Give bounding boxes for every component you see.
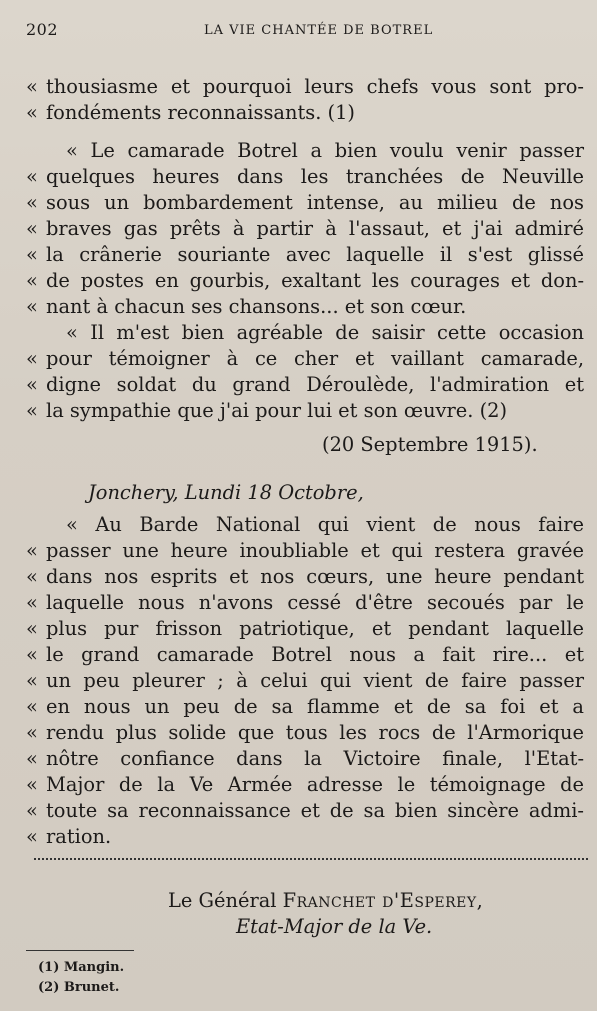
- page-number: 202: [26, 20, 59, 39]
- line-text: toute sa reconnaissance et de sa bien sincère admi-: [46, 799, 584, 822]
- running-title: LA VIE CHANTÉE DE BOTREL: [204, 23, 434, 38]
- text-line: [26, 74, 584, 100]
- text-line: [26, 242, 584, 268]
- text-line: [26, 720, 584, 746]
- text-line: [26, 564, 584, 590]
- quote-mark: «: [26, 373, 38, 396]
- text-line: [26, 398, 507, 424]
- line-text: thousiasme et pourquoi leurs chefs vous sont pro-: [46, 75, 584, 98]
- text-line: [26, 538, 584, 564]
- text-line: [26, 746, 584, 772]
- text-line: [26, 216, 584, 242]
- text-line: [26, 190, 584, 216]
- line-text: Jonchery, Lundi 18 Octobre,: [88, 481, 364, 504]
- text-line: [66, 320, 584, 346]
- quote-mark: «: [26, 669, 38, 692]
- text-line: [26, 100, 355, 126]
- dateline: [88, 480, 364, 506]
- quote-mark: «: [26, 243, 38, 266]
- quote-mark: «: [26, 347, 38, 370]
- quote-mark: «: [26, 721, 38, 744]
- line-text: de postes en gourbis, exaltant les courages et don-: [46, 269, 584, 292]
- text-line: [26, 668, 584, 694]
- line-text: « Au Barde National qui vient de nous faire: [66, 513, 584, 536]
- line-text: en nous un peu de sa flamme et de sa foi et a: [46, 695, 584, 718]
- text-line: [26, 346, 584, 372]
- line-text: (20 Septembre 1915).: [322, 433, 538, 456]
- quote-mark: «: [26, 75, 38, 98]
- text-line: [66, 512, 584, 538]
- quote-mark: «: [26, 101, 38, 124]
- line-text: fondéments reconnaissants. (1): [46, 101, 355, 124]
- line-text: laquelle nous n'avons cessé d'être secoués par le: [46, 591, 584, 614]
- text-line: [26, 824, 111, 850]
- footnote-2: (2) Brunet.: [38, 980, 120, 995]
- line-text: un peu pleurer ; à celui qui vient de faire passer: [46, 669, 584, 692]
- line-text: braves gas prêts à partir à l'assaut, et j'ai admiré: [46, 217, 584, 240]
- line-text: « Le camarade Botrel a bien voulu venir passer: [66, 139, 584, 162]
- quote-mark: «: [26, 191, 38, 214]
- quote-mark: «: [26, 565, 38, 588]
- line-text: sous un bombardement intense, au milieu de nos: [46, 191, 584, 214]
- dotted-separator: [34, 858, 588, 860]
- text-line: [26, 772, 584, 798]
- line-text: Major de la Ve Armée adresse le témoignage de: [46, 773, 584, 796]
- line-text: nant à chacun ses chansons... et son cœur.: [46, 295, 467, 318]
- quote-mark: «: [26, 799, 38, 822]
- line-text: pour témoigner à ce cher et vaillant camarade,: [46, 347, 584, 370]
- quote-mark: «: [26, 165, 38, 188]
- quote-mark: «: [26, 539, 38, 562]
- text-line: [26, 164, 584, 190]
- signature-name-line: [168, 888, 483, 914]
- quote-mark: «: [26, 591, 38, 614]
- text-line: [26, 590, 584, 616]
- quote-mark: «: [26, 747, 38, 770]
- line-text: quelques heures dans les tranchées de Neuville: [46, 165, 584, 188]
- quote-mark: «: [26, 269, 38, 292]
- line-text: ration.: [46, 825, 112, 848]
- text-line: [26, 268, 584, 294]
- text-line: [66, 138, 584, 164]
- quote-mark: «: [26, 825, 38, 848]
- text-line: [26, 798, 584, 824]
- line-text: digne soldat du grand Déroulède, l'admiration et: [46, 373, 584, 396]
- quote-mark: «: [26, 617, 38, 640]
- footnote-rule: [26, 950, 134, 951]
- quote-mark: «: [26, 695, 38, 718]
- line-text: nôtre confiance dans la Victoire finale, l'Etat-: [46, 747, 584, 770]
- quote-mark: «: [26, 773, 38, 796]
- quote-mark: «: [26, 295, 38, 318]
- line-text: rendu plus solide que tous les rocs de l'Armorique: [46, 721, 584, 744]
- letter-date: [322, 432, 538, 458]
- text-line: [26, 372, 584, 398]
- text-line: [26, 642, 584, 668]
- line-text: le grand camarade Botrel nous a fait rire... et: [46, 643, 584, 666]
- line-text: la sympathie que j'ai pour lui et son œuvre. (2): [46, 399, 508, 422]
- text-line: [26, 694, 584, 720]
- line-text: passer une heure inoubliable et qui restera gravée: [46, 539, 584, 562]
- footnote-1: (1) Mangin.: [38, 960, 125, 975]
- line-text: dans nos esprits et nos cœurs, une heure pendant: [46, 565, 584, 588]
- text-line: [26, 294, 466, 320]
- text-line: [26, 616, 584, 642]
- line-text: « Il m'est bien agréable de saisir cette occasion: [66, 321, 584, 344]
- quote-mark: «: [26, 217, 38, 240]
- line-text: plus pur frisson patriotique, et pendant laquelle: [46, 617, 584, 640]
- quote-mark: «: [26, 399, 38, 422]
- signature-name: Franchet d'Esperey,: [282, 889, 484, 912]
- page-header: [26, 20, 573, 46]
- line-text: la crânerie souriante avec laquelle il s'est glissé: [46, 243, 584, 266]
- signature-prefix: Le Général: [168, 889, 283, 912]
- signature-title: Etat-Major de la Ve.: [236, 915, 433, 938]
- quote-mark: «: [26, 643, 38, 666]
